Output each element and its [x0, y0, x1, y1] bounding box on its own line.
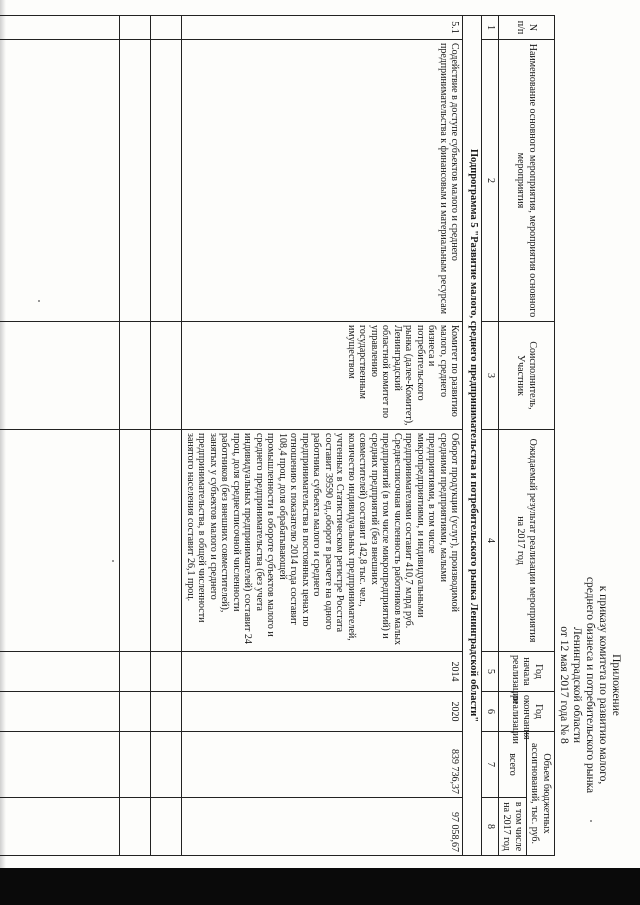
column-numbers-row: [482, 16, 499, 856]
column-number: 6: [482, 692, 499, 732]
header-year-end: Год окончания реализации: [499, 692, 555, 732]
table-row-empty: [120, 16, 151, 856]
table-row-empty: [151, 16, 182, 856]
document-page: [10, 5, 630, 865]
header-line: к приказу комитета по развитию малого,: [597, 585, 609, 785]
column-number: 1: [482, 16, 499, 40]
column-number: 8: [482, 798, 499, 856]
header-line: среднего бизнеса и потребительского рынка: [584, 576, 596, 794]
header-line: Приложение: [610, 654, 622, 716]
header-name: Наименование основного мероприятия, мероприятия основного мероприятия: [499, 40, 555, 322]
header-executor: Соисполнитель, Участник: [499, 322, 555, 430]
row-executor: Комитет по развитию малого, среднего бизнеса и потребительского рынка (далее-Комитет), Ленинградский областной комитет по управлению государственным имуществом: [182, 322, 463, 430]
subprogram-row: [463, 16, 482, 856]
column-number: 4: [482, 430, 499, 652]
row-year-start: 2014: [182, 652, 463, 692]
subprogram-title: Подпрограмма 5 "Развитие малого, среднего предпринимательства и потребительского рынка Ленинградской области": [463, 16, 482, 856]
header-budget-group: Объем бюджетных ассигнований, тыс. руб.: [527, 732, 555, 856]
header-result: Ожидаемый результат реализации мероприятия на 2017 год: [499, 430, 555, 652]
header-budget-total: всего: [499, 732, 527, 798]
row-budget-2017: 97 058,67: [182, 798, 463, 856]
table-row: [182, 16, 463, 856]
header-year-start: Год начала реализации: [499, 652, 555, 692]
appendix-header: [557, 515, 622, 855]
row-result: Оборот продукции (услуг), производимой средними предприятиями, малыми предприятиями, в том числе микропредприятиями, и индивидуальными предпринимателями составит 410,7 млрд руб. Среднесписочная численность работников малых предприятий (в том числе микропредприятий) и средних предприятий (без внешних совместителей) составит 142,8 тыс. чел., количество индивидуальных предпринимателей, учтенных в Статистическом регистре Росстата составит 39590 ед.,оборот в расчете на одного работника субъекта малого и среднего предпринимательства в постоянных ценах по отношению к показателю 2014 года составит 108,4 проц, доля обрабатывающей промышленности в обороте субъектов малого и среднего предпринимательства (без учета индивидуальных предпринимателей) составит 24 проц, доля среднесписочной численности работников (без внешних совместителей), занятых у субъектов малого и среднего предпринимательства, в общей численности занятого населения составит 26,1 проц.: [182, 430, 463, 652]
header-num: N п/п: [499, 16, 555, 40]
column-number: 3: [482, 322, 499, 430]
column-number: 2: [482, 40, 499, 322]
plan-table: [0, 15, 555, 856]
row-budget-total: 839 736,37: [182, 732, 463, 798]
row-name: Содействие в доступе субъектов малого и среднего предпринимательства к финансовым и материальным ресурсам: [182, 40, 463, 322]
header-line: от 12 мая 2017 года № 8: [558, 626, 570, 744]
header-line: Ленинградской области: [571, 626, 583, 744]
column-number: 7: [482, 732, 499, 798]
column-number: 5: [482, 652, 499, 692]
header-budget-2017: в том числе на 2017 год: [499, 798, 527, 856]
row-num: 5.1: [182, 16, 463, 40]
row-year-end: 2020: [182, 692, 463, 732]
scan-bottom-bar: [0, 868, 640, 905]
table-row-empty: [0, 16, 120, 856]
